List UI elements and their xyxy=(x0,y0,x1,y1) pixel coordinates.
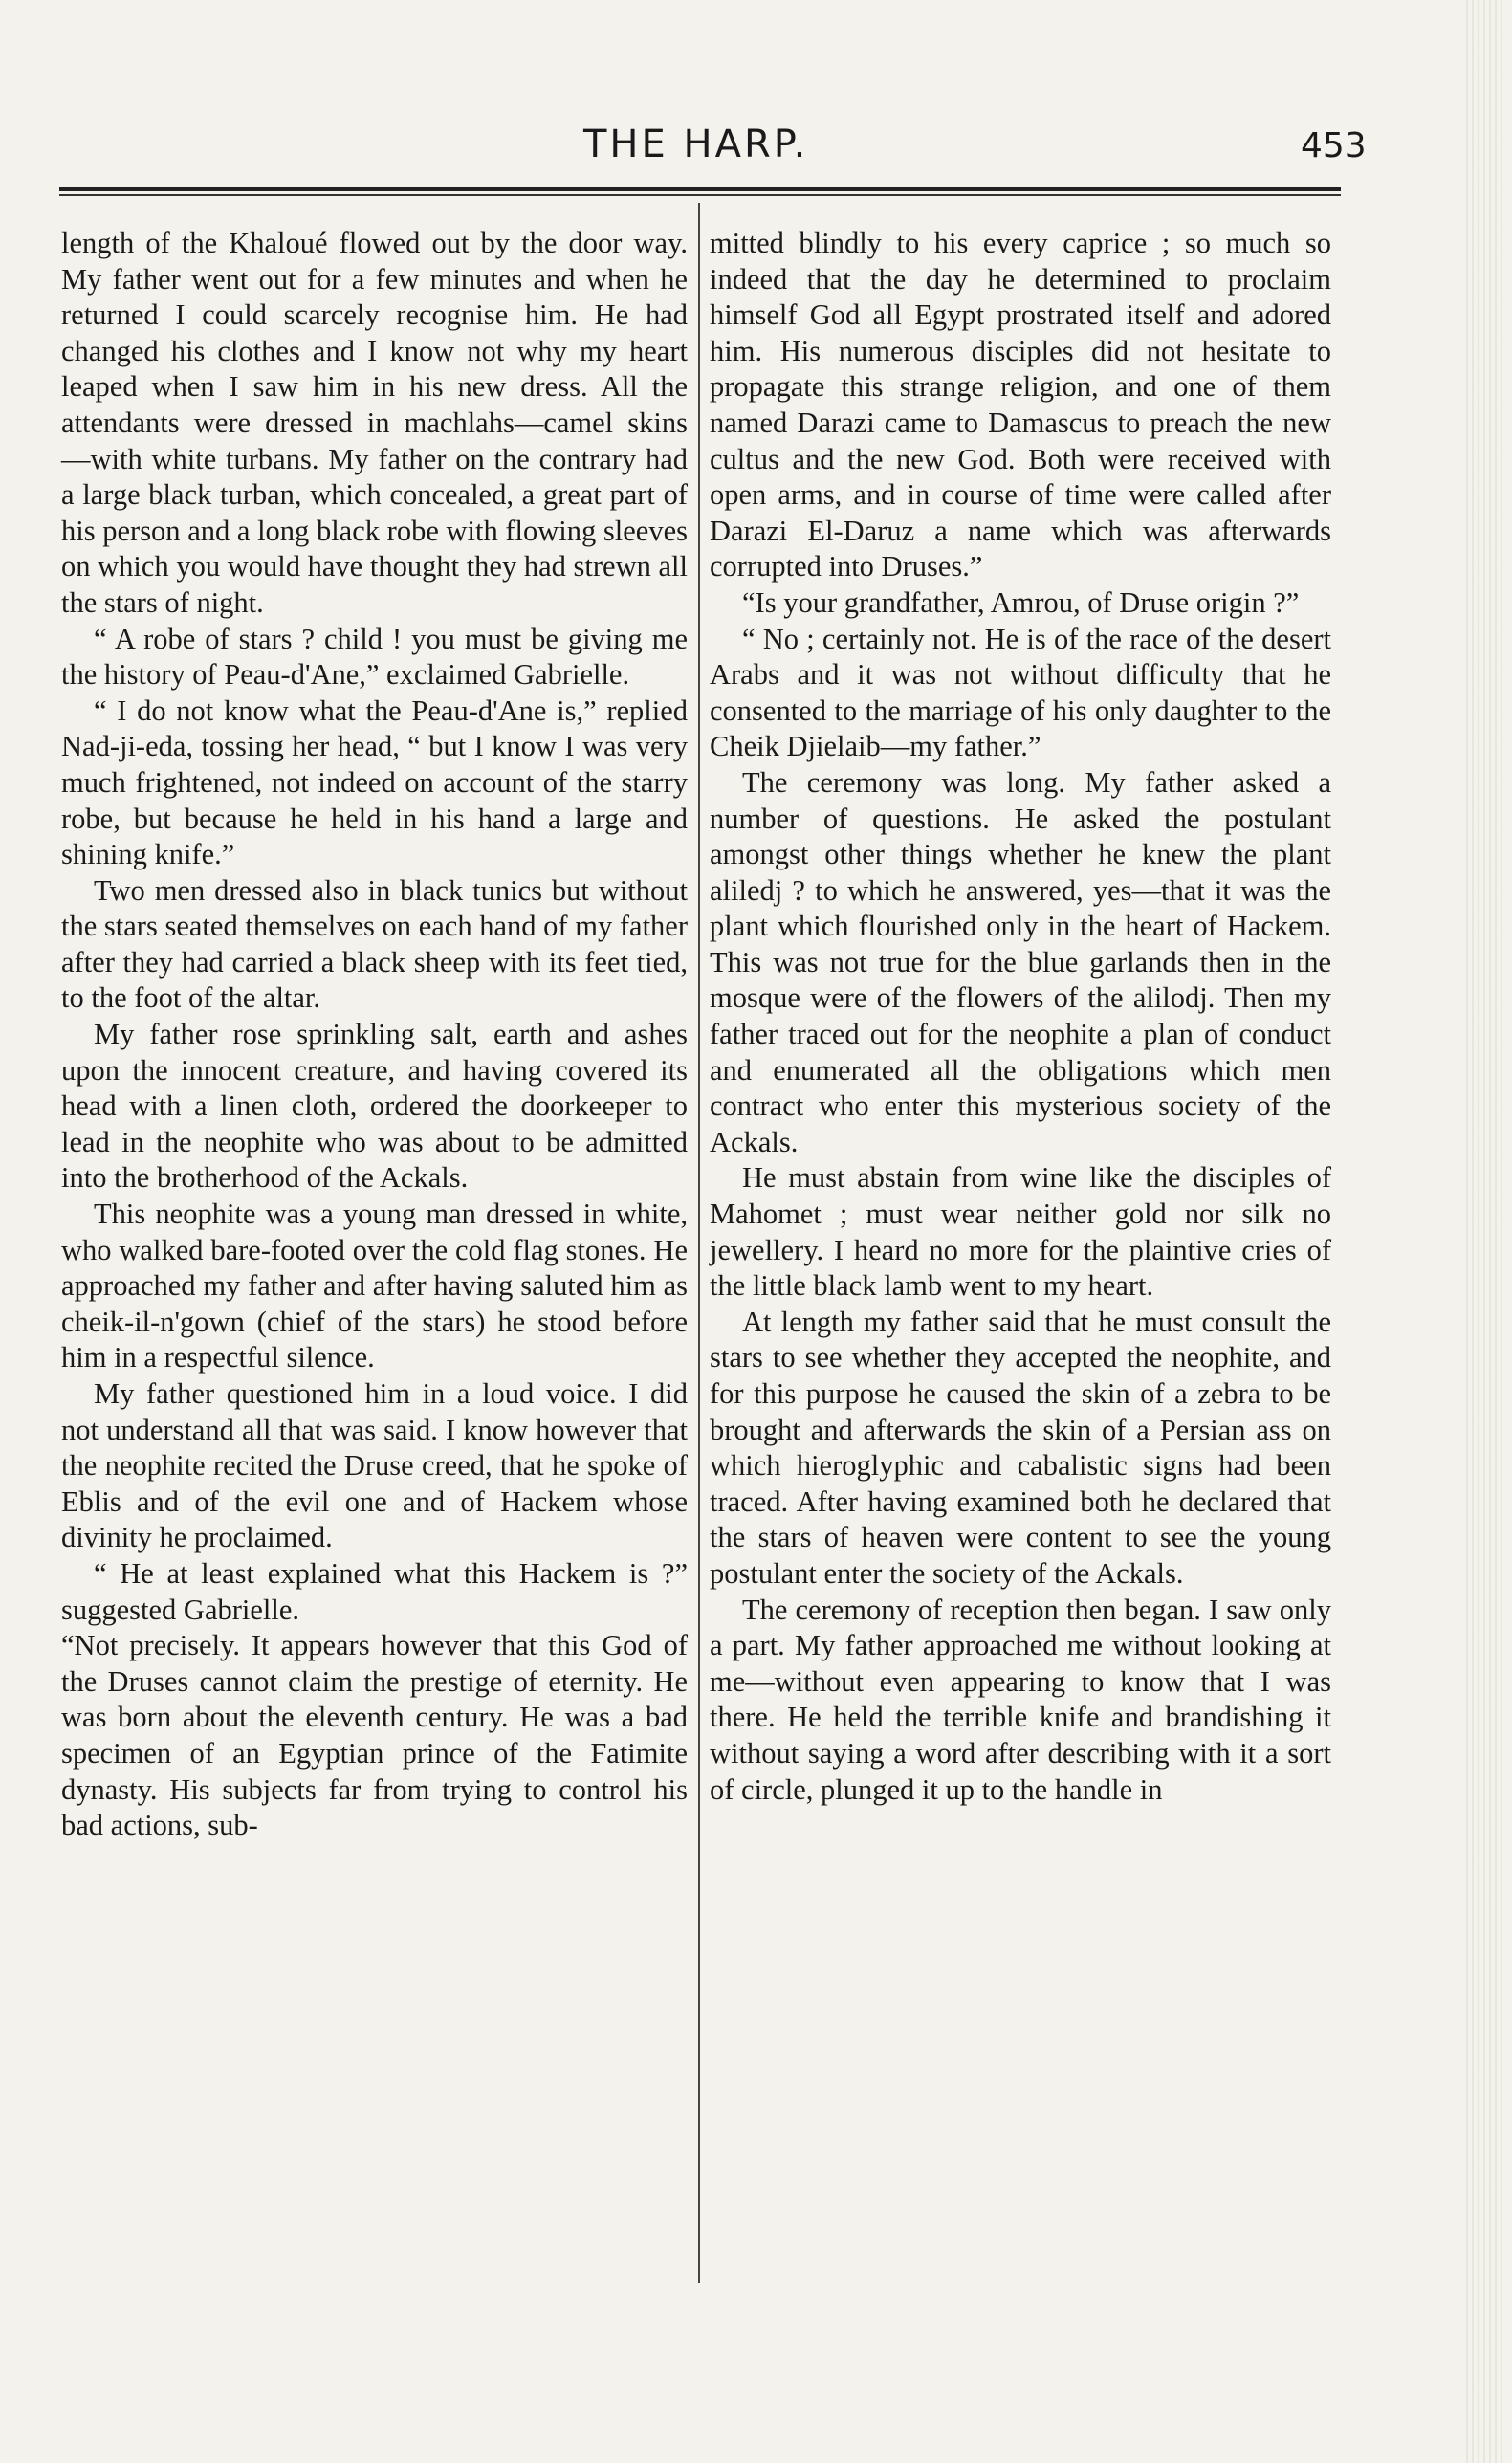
column-divider xyxy=(698,203,700,2283)
right-column xyxy=(710,226,1331,1808)
paragraph: “ No ; certainly not. He is of the race of the desert Arabs and it was not without difficulty that he consented to the marriage of his only daughter to the Cheik Djielaib—my father.” xyxy=(710,622,1331,763)
page-number: 453 xyxy=(1301,126,1367,165)
left-column xyxy=(61,226,688,1844)
paragraph: mitted blindly to his every caprice ; so much so indeed that the day he determined to proclaim himself God all Egypt prostrated itself and adored him. His numerous disciples did not hesitate to propagate this strange religion, and one of them named Darazi came to Damascus to preach the new cultus and the new God. Both were received with open arms, and in course of time were called after Darazi El-Daruz a name which was afterwards corrupted into Druses.” xyxy=(710,227,1331,583)
running-title: THE HARP. xyxy=(583,122,809,166)
paragraph: Two men dressed also in black tunics but without the stars seated themselves on each hand of my father after they had carried a black sheep with its feet tied, to the foot of the altar. xyxy=(61,873,688,1015)
header-rule xyxy=(59,187,1341,191)
paragraph: My father rose sprinkling salt, earth and ashes upon the innocent creature, and having covered its head with a linen cloth, ordered the doorkeeper to lead in the neophite who was about to be admitted into the brotherhood of the Ackals. xyxy=(61,1018,688,1195)
paragraph: “ I do not know what the Peau-d'Ane is,” replied Nad-ji-eda, tossing her head, “ but I know I was very much frightened, not indeed on account of the starry robe, but because he held in his hand a large and shining knife.” xyxy=(61,693,688,871)
paragraph: My father questioned him in a loud voice. I did not understand all that was said. I know however that the neophite recited the Druse creed, that he spoke of Eblis and of the evil one and of Hackem whose divinity he proclaimed. xyxy=(61,1377,688,1554)
paragraph: At length my father said that he must consult the stars to see whether they accepted the neophite, and for this purpose he caused the skin of a zebra to be brought and afterwards the skin of a Persian ass on which hieroglyphic and cabalistic signs had been traced. After having examined both he declared that the stars of heaven were content to see the young postulant enter the society of the Ackals. xyxy=(710,1305,1331,1590)
page-header xyxy=(38,122,1367,180)
paragraph: “ A robe of stars ? child ! you must be giving me the history of Peau-d'Ane,” exclaimed Gabrielle. xyxy=(61,622,688,692)
page-edge-binding xyxy=(1466,0,1504,2463)
paragraph: He must abstain from wine like the disciples of Mahomet ; must wear neither gold nor silk no jewellery. I heard no more for the plaintive cries of the little black lamb went to my heart. xyxy=(710,1161,1331,1303)
paragraph: “Not precisely. It appears however that this God of the Druses cannot claim the prestige of eternity. He was born about the eleventh century. He was a bad specimen of an Egyptian prince of the Fatimite dynasty. His subjects far from trying to control his bad actions, sub- xyxy=(61,1629,688,1842)
paragraph: “ He at least explained what this Hackem is ?” suggested Gabrielle. xyxy=(61,1556,688,1626)
paragraph: The ceremony of reception then began. I saw only a part. My father approached me without looking at me—without even appearing to know that I was there. He held the terrible knife and brandishing it without saying a word after describing with it a sort of circle, plunged it up to the handle in xyxy=(710,1593,1331,1806)
paragraph: The ceremony was long. My father asked a number of questions. He asked the postulant amongst other things whether he knew the plant aliledj ? to which he answered, yes—that it was the plant which flourished only in the heart of Hackem. This was not true for the blue garlands then in the mosque were of the flowers of the alilodj. Then my father traced out for the neophite a plan of conduct and enumerated all the obligations which men contract who enter this mysterious society of the Ackals. xyxy=(710,765,1331,1158)
header-rule-thin xyxy=(59,194,1341,196)
paragraph: This neophite was a young man dressed in white, who walked bare-footed over the cold flag stones. He approached my father and after having saluted him as cheik-il-n'gown (chief of the stars) he stood before him in a respectful silence. xyxy=(61,1198,688,1374)
paragraph: “Is your grandfather, Amrou, of Druse origin ?” xyxy=(742,585,1300,619)
paragraph: length of the Khaloué flowed out by the door way. My father went out for a few minutes and when he returned I could scarcely recognise him. He had changed his clothes and I know not why my heart leaped when I saw him in his new dress. All the attendants were dressed in machlahs—camel skins —with white turbans. My father on the contrary had a large black turban, which concealed, a great part of his person and a long black robe with flowing sleeves on which you would have thought they had strewn all the stars of night. xyxy=(61,227,688,619)
